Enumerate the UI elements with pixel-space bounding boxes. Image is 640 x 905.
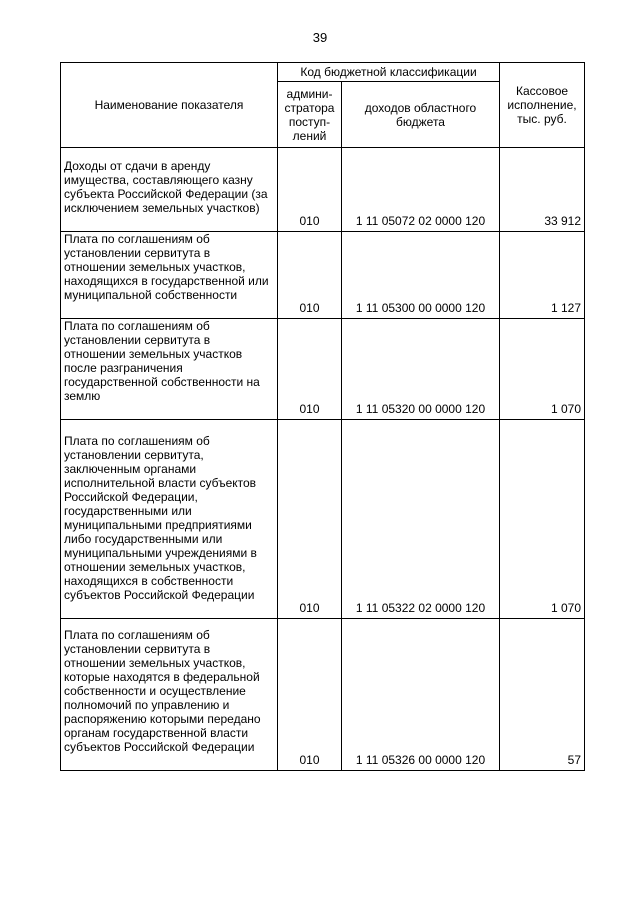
row-income-code: 1 11 05320 00 0000 120 — [342, 319, 500, 420]
row-admin-code: 010 — [278, 619, 342, 771]
row-name: Плата по соглашениям об установлении сервитута в отношении земельных участков, находящихся в государственной или муниципальной собственности — [64, 232, 269, 302]
header-name: Наименование показателя — [61, 63, 278, 148]
row-income-code: 1 11 05326 00 0000 120 — [342, 619, 500, 771]
table-row — [61, 232, 585, 319]
row-income-code: 1 11 05072 02 0000 120 — [342, 148, 500, 232]
row-name: Плата по соглашениям об установлении сервитута, заключенным органами исполнительной власти субъектов Российской Федерации, государственными или муниципальными предприятиями либо государственными или муниципальными учреждениями в отношении земельных участков, находящихся в собственности субъектов Российской Федерации — [64, 434, 257, 602]
page-number: 39 — [312, 30, 328, 45]
header-amount: Кассовое исполнение, тыс. руб. — [500, 63, 585, 148]
header-income: доходов областного бюджета — [342, 82, 500, 148]
row-amount: 57 — [500, 619, 585, 771]
table-row — [61, 319, 585, 420]
header-classification: Код бюджетной классификации — [278, 63, 500, 82]
row-income-code: 1 11 05300 00 0000 120 — [342, 232, 500, 319]
row-name: Плата по соглашениям об установлении сервитута в отношении земельных участков после разграничения государственной собственности на землю — [64, 319, 260, 403]
row-name: Доходы от сдачи в аренду имущества, составляющего казну субъекта Российской Федерации (за исключением земельных участков) — [64, 159, 268, 215]
row-amount: 1 070 — [500, 319, 585, 420]
table-row — [61, 619, 585, 771]
row-amount: 33 912 — [500, 148, 585, 232]
header-admin: админи-стратора поступ-лений — [278, 82, 342, 148]
row-admin-code: 010 — [278, 232, 342, 319]
row-admin-code: 010 — [278, 420, 342, 619]
row-amount: 1 070 — [500, 420, 585, 619]
row-admin-code: 010 — [278, 319, 342, 420]
row-admin-code: 010 — [278, 148, 342, 232]
row-amount: 1 127 — [500, 232, 585, 319]
budget-table — [60, 62, 585, 771]
row-income-code: 1 11 05322 02 0000 120 — [342, 420, 500, 619]
table-row — [61, 420, 585, 619]
table-row — [61, 148, 585, 232]
row-name: Плата по соглашениям об установлении сервитута в отношении земельных участков, которые находятся в федеральной собственности и осуществление полномочий по управлению и распоряжению которыми передано органам государственной власти субъектов Российской Федерации — [64, 628, 261, 754]
